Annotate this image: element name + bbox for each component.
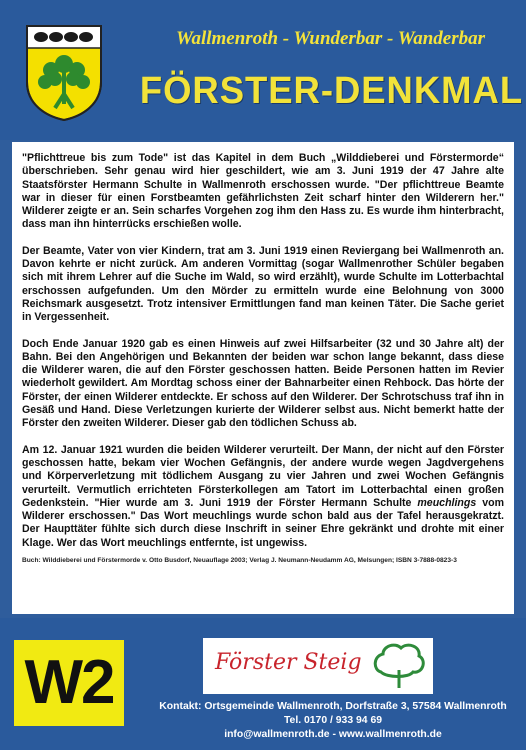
article-text xyxy=(22,152,504,565)
article-panel xyxy=(12,142,514,614)
article-paragraph-2: Der Beamte, Vater von vier Kindern, trat am 3. Juni 1919 einen Reviergang bei Wallmenroth an. Davon kehrte er nicht zurück. Am anderen Vormittag (sogar Wallmenrother Schüler begaben sich mit ihrem Lehrer auf die Suche im Wald, so wird erzählt), wurde Schulte im Lotterbachtal erschossen aufgefunden. Um den Mörder zu ermitteln wurde eine Belohnung von 3000 Reichsmark ausgesetzt. Trotz intensiver Ermittlungen fand man keinen Täter. Die Sache geriet in Vergessenheit. xyxy=(22,244,504,324)
contact-address: Kontakt: Ortsgemeinde Wallmenroth, Dorfstraße 3, 57584 Wallmenroth xyxy=(159,701,507,712)
page-title: FÖRSTER-DENKMAL xyxy=(139,70,524,112)
contact-phone[interactable]: Tel. 0170 / 933 94 69 xyxy=(283,715,382,726)
tree-icon xyxy=(371,642,427,690)
contact-web[interactable]: info@wallmenroth.de - www.wallmenroth.de xyxy=(224,729,442,740)
logo-text: Förster Steig xyxy=(215,650,362,675)
route-badge: W2 xyxy=(14,640,124,726)
coat-of-arms-icon xyxy=(25,24,103,122)
source-citation: Buch: Wilddieberei und Förstermorde v. Otto Busdorf, Neuauflage 2003; Verlag J. Neumann-Neudamm AG, Melsungen; ISBN 3-7888-0823-3 xyxy=(22,557,457,565)
paragraph-4-text-a: Am 12. Januar 1921 wurden die beiden Wilderer verurteilt. Der Mann, der nicht auf den Förster geschossen hatte, bekam vier Wochen Gefängnis, der andere wurde wegen Jagdvergehens und Körperverletzung mit tödlichem Ausgang zu vier Jahren und zwei Wochen Gefängnis verurteilt. Vermutlich errichteten Försterkollegen am Tatort im Lotterbachtal einen großen Gedenkstein. "Hier wurde am 3. Juni 1919 der Förster Hermann Schulte xyxy=(22,443,504,509)
paragraph-4-italic-word: meuchlings xyxy=(417,496,477,509)
foerster-steig-logo xyxy=(203,638,433,694)
paragraph-4-text-b: vom Wilderer erschossen." Das Wort meuchlings wurde schon bald aus der Tafel herausgekratzt. Der Haupttäter fühlte sich durch diese Inschrift in seiner Ehre gekränkt und drohte mit einer Klage. Wer das Wort meuchlings entfernte, ist ungewiss. xyxy=(22,496,504,549)
article-paragraph-3: Doch Ende Januar 1920 gab es einen Hinweis auf zwei Hilfsarbeiter (32 und 30 Jahre alt) der Bahn. Bei den Angehörigen und Bekannten der beiden war schon lange bekannt, dass diese die Wilderer waren, die auf den Förster geschossen hatten. Beide Personen hatten im Revier wiederholt gewildert. Am Mordtag schoss einer der Bahnarbeiter einen Rehbock. Das hörte der Förster, der einen Wilderer entdeckte. Er schoss auf den Wilderer. Der Schrotschuss traf ihn in Gesäß und Hand. Diese Verletzungen kurierte der Wilderer selbst aus. Nicht bemerkt hatte der Förster den zweiten Wilderer. Dieser gab den tödlichen Schuss ab. xyxy=(22,337,504,430)
article-paragraph-4 xyxy=(22,444,504,550)
article-paragraph-1: "Pflichttreue bis zum Tode" ist das Kapitel in dem Buch „Wilddieberei und Förstermorde“ überschrieben. Sehr genau wird hier geschildert, wie am 3. Juni 1919 der 47 Jahre alte Staatsförster Hermann Schulte in Wallmenroth erschossen wurde. "Der pflichttreue Beamte war in dieser für einen Forstbeamten gefährlichsten Zeit scharf hinter den Wilderern her." Wilderer zeigte er an. Sein scharfes Vorgehen zog ihm den Hass zu. Es wurde ihm hinterbracht, dass man ihn hinterrücks erschießen wolle. xyxy=(22,152,504,231)
header-slogan: Wallmenroth - Wunderbar - Wanderbar xyxy=(175,28,485,49)
contact-info xyxy=(140,700,526,742)
